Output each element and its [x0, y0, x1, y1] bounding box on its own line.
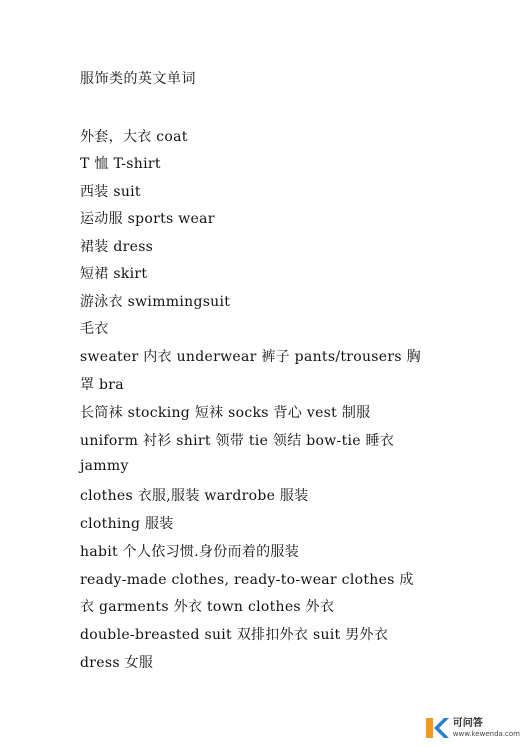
text-line: uniform 衬衫 shirt 领带 tie 领结 bow-tie 睡衣: [80, 433, 395, 449]
text-line: ready-made clothes, ready-to-wear clothes 成: [80, 572, 414, 588]
text-line: double-breasted suit 双排扣外衣 suit 男外衣: [80, 627, 389, 643]
kewenda-logo-icon: [424, 715, 450, 741]
document-title: 服饰类的英文单词: [80, 71, 196, 87]
text-line: 游泳衣 swimmingsuit: [80, 294, 231, 310]
text-line: 毛衣: [80, 321, 109, 337]
text-line: 运动服 sports wear: [80, 211, 215, 227]
watermark-site-name: 可问答: [452, 717, 483, 729]
text-line: clothing 服装: [80, 516, 174, 532]
text-line: 短裙 skirt: [80, 266, 148, 282]
site-watermark: [424, 715, 520, 741]
text-line: 外套，大衣 coat: [80, 129, 188, 145]
text-line: habit 个人依习惯.身份而着的服装: [80, 544, 300, 560]
text-line: T 恤 T-shirt: [80, 156, 161, 172]
text-line: 长筒袜 stocking 短袜 socks 背心 vest 制服: [80, 405, 371, 421]
text-line: sweater 内衣 underwear 裤子 pants/trousers 胸: [80, 349, 421, 365]
text-line: dress 女服: [80, 655, 154, 671]
text-line: 罩 bra: [80, 377, 124, 393]
watermark-site-domain: www.kewenda.com: [452, 729, 520, 738]
text-line: clothes 衣服,服装 wardrobe 服装: [80, 488, 309, 504]
text-line: 西装 suit: [80, 184, 141, 200]
text-line: 衣 garments 外衣 town clothes 外衣: [80, 599, 335, 615]
text-line: jammy: [80, 458, 129, 474]
text-line: 裙装 dress: [80, 239, 154, 255]
